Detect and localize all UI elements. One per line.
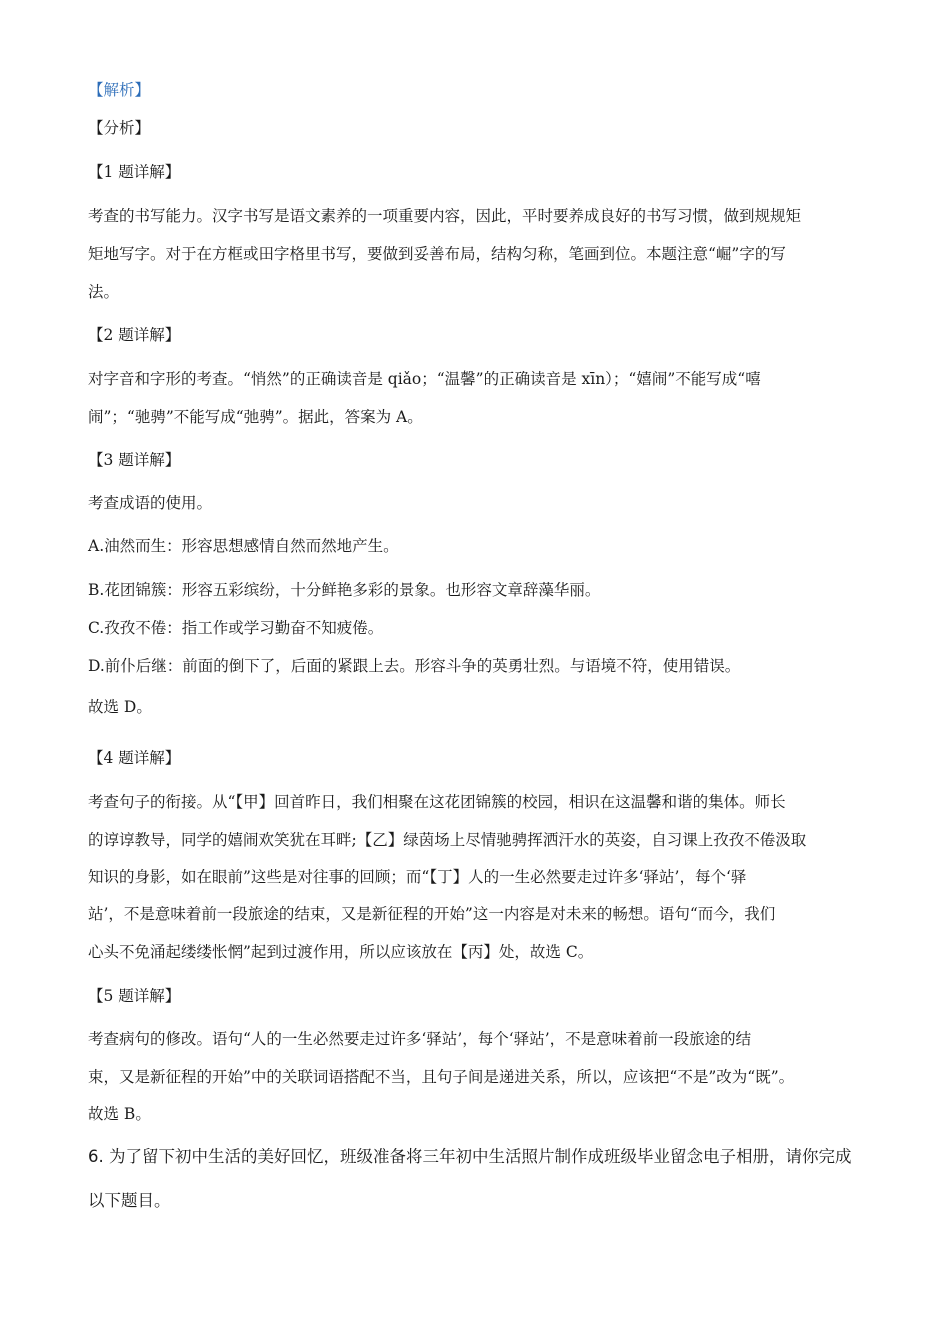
- section-2-line-1: 对字音和字形的考查。“悄然”的正确读音是 qiǎo；“温馨”的正确读音是 xīn）；“嬉闹”不能写成“嘻: [88, 370, 761, 388]
- section-1-heading: 【1 题详解】: [88, 163, 181, 181]
- section-4-heading: 【4 题详解】: [88, 749, 181, 767]
- section-1-line-2: 矩地写字。对于在方框或田字格里书写，要做到妥善布局，结构匀称，笔画到位。本题注意“崛”字的写: [88, 245, 786, 263]
- section-3-option-c: C.孜孜不倦：指工作或学习勤奋不知疲倦。: [88, 619, 384, 637]
- section-5-line-1: 考查病句的修改。语句“人的一生必然要走过许多‘驿站’，每个‘驿站’，不是意味着前一段旅途的结: [88, 1030, 752, 1048]
- section-3-option-b: B.花团锦簇：形容五彩缤纷，十分鲜艳多彩的景象。也形容文章辞藻华丽。: [88, 581, 601, 599]
- section-4-line-3: 知识的身影，如在眼前”这些是对往事的回顾；而“【丁】人的一生必然要走过许多‘驿站’，每个‘驿: [88, 868, 747, 886]
- section-5-line-2: 束，又是新征程的开始”中的关联词语搭配不当，且句子间是递进关系，所以，应该把“不是”改为“既”。: [88, 1068, 795, 1086]
- analysis-heading: 【分析】: [88, 119, 151, 137]
- section-4-line-1: 考查句子的衔接。从“【甲】回首昨日，我们相聚在这花团锦簇的校园，相识在这温馨和谐的集体。师长: [88, 793, 786, 811]
- section-2-heading: 【2 题详解】: [88, 326, 181, 344]
- section-4-line-4: 站’，不是意味着前一段旅途的结束，又是新征程的开始”这一内容是对未来的畅想。语句“而今，我们: [88, 905, 776, 923]
- question-6-line-1: 6. 为了留下初中生活的美好回忆，班级准备将三年初中生活照片制作成班级毕业留念电子相册，请你完成: [88, 1147, 852, 1166]
- section-5-heading: 【5 题详解】: [88, 987, 181, 1005]
- section-4-line-2: 的谆谆教导，同学的嬉闹欢笑犹在耳畔;【乙】绿茵场上尽情驰骋挥洒汗水的英姿，自习课上孜孜不倦汲取: [88, 831, 807, 849]
- question-6-line-2: 以下题目。: [88, 1191, 171, 1210]
- section-5-answer: 故选 B。: [88, 1105, 151, 1123]
- section-1-line-3: 法。: [88, 283, 120, 301]
- section-3-option-d: D.前仆后继：前面的倒下了，后面的紧跟上去。形容斗争的英勇壮烈。与语境不符，使用错误。: [88, 657, 741, 675]
- section-3-option-a: A.油然而生：形容思想感情自然而然地产生。: [88, 537, 399, 555]
- section-3-heading: 【3 题详解】: [88, 451, 181, 469]
- section-3-line-1: 考查成语的使用。: [88, 494, 213, 512]
- analysis-label: 【解析】: [88, 81, 151, 99]
- section-2-line-2: 闹”；“驰骋”不能写成“弛骋”。据此，答案为 A。: [88, 408, 423, 426]
- section-4-line-5: 心头不免涌起缕缕怅惘”起到过渡作用，所以应该放在【丙】处，故选 C。: [88, 943, 594, 961]
- section-1-line-1: 考查的书写能力。汉字书写是语文素养的一项重要内容，因此，平时要养成良好的书写习惯，做到规规矩: [88, 207, 802, 225]
- section-3-answer: 故选 D。: [88, 698, 152, 716]
